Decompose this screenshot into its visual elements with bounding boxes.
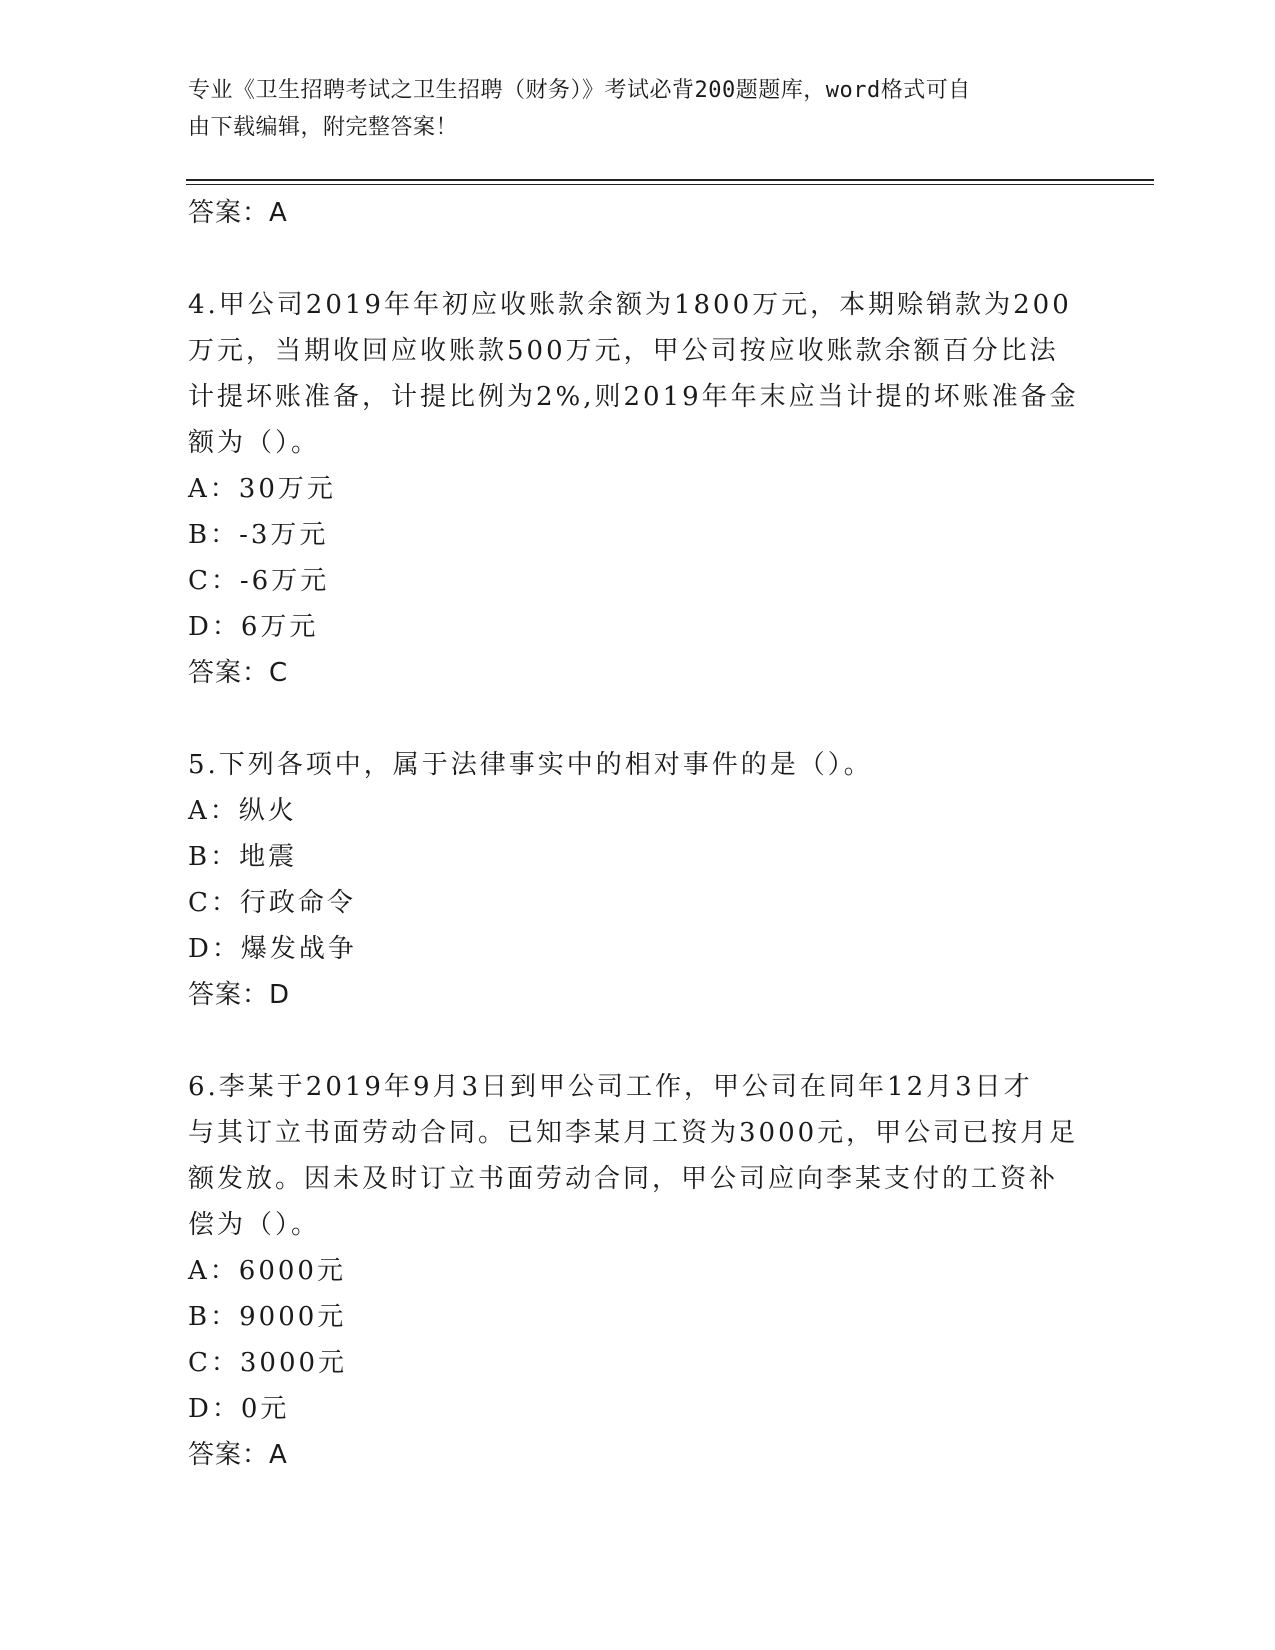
question-4-option-c: C：-6万元	[188, 566, 330, 596]
question-5	[188, 742, 1088, 1018]
question-5-line-1: 5.下列各项中，属于法律事实中的相对事件的是（）。	[188, 750, 873, 780]
question-5-option-b: B：地震	[188, 842, 298, 872]
question-4-line-4: 额为（）。	[188, 428, 321, 458]
question-6-line-1: 6.李某于2019年9月3日到甲公司工作，甲公司在同年12月3日才	[188, 1072, 1033, 1102]
question-4-answer: 答案：C	[188, 658, 289, 688]
header-divider-thin	[186, 184, 1154, 185]
spacer	[188, 696, 1088, 742]
question-6-answer: 答案：A	[188, 1440, 288, 1470]
question-4-line-2: 万元，当期收回应收账款500万元，甲公司按应收账款余额百分比法	[188, 336, 1059, 366]
question-4-option-a: A：30万元	[188, 474, 336, 504]
spacer	[188, 236, 1088, 282]
question-4	[188, 282, 1088, 696]
question-5-option-c: C：行政命令	[188, 888, 356, 918]
header-line-2: 由下载编辑，附完整答案！	[188, 115, 459, 140]
question-6	[188, 1064, 1088, 1478]
question-6-option-d: D：0元	[188, 1394, 290, 1424]
question-4-line-3: 计提坏账准备，计提比例为2%,则2019年年末应当计提的坏账准备金	[188, 382, 1079, 412]
document-body	[188, 190, 1088, 1478]
question-4-option-d: D：6万元	[188, 612, 319, 642]
question-6-line-2: 与其订立书面劳动合同。已知李某月工资为3000元，甲公司已按月足	[188, 1118, 1079, 1148]
question-6-line-4: 偿为（）。	[188, 1210, 321, 1240]
question-5-answer: 答案：D	[188, 980, 291, 1010]
question-5-option-d: D：爆发战争	[188, 934, 357, 964]
question-4-option-b: B：-3万元	[188, 520, 329, 550]
question-4-line-1: 4.甲公司2019年年初应收账款余额为1800万元，本期赊销款为200	[188, 290, 1072, 320]
spacer	[188, 1018, 1088, 1064]
question-6-line-3: 额发放。因未及时订立书面劳动合同，甲公司应向李某支付的工资补	[188, 1164, 1059, 1194]
question-6-option-c: C：3000元	[188, 1348, 348, 1378]
header-divider-thick	[186, 179, 1154, 181]
document-header	[188, 72, 1068, 146]
question-6-option-a: A：6000元	[188, 1256, 346, 1286]
header-line-1: 专业《卫生招聘考试之卫生招聘（财务）》考试必背200题题库，word格式可自	[188, 78, 971, 103]
question-5-option-a: A：纵火	[188, 796, 297, 826]
previous-answer: 答案：A	[188, 198, 288, 228]
question-6-option-b: B：9000元	[188, 1302, 347, 1332]
